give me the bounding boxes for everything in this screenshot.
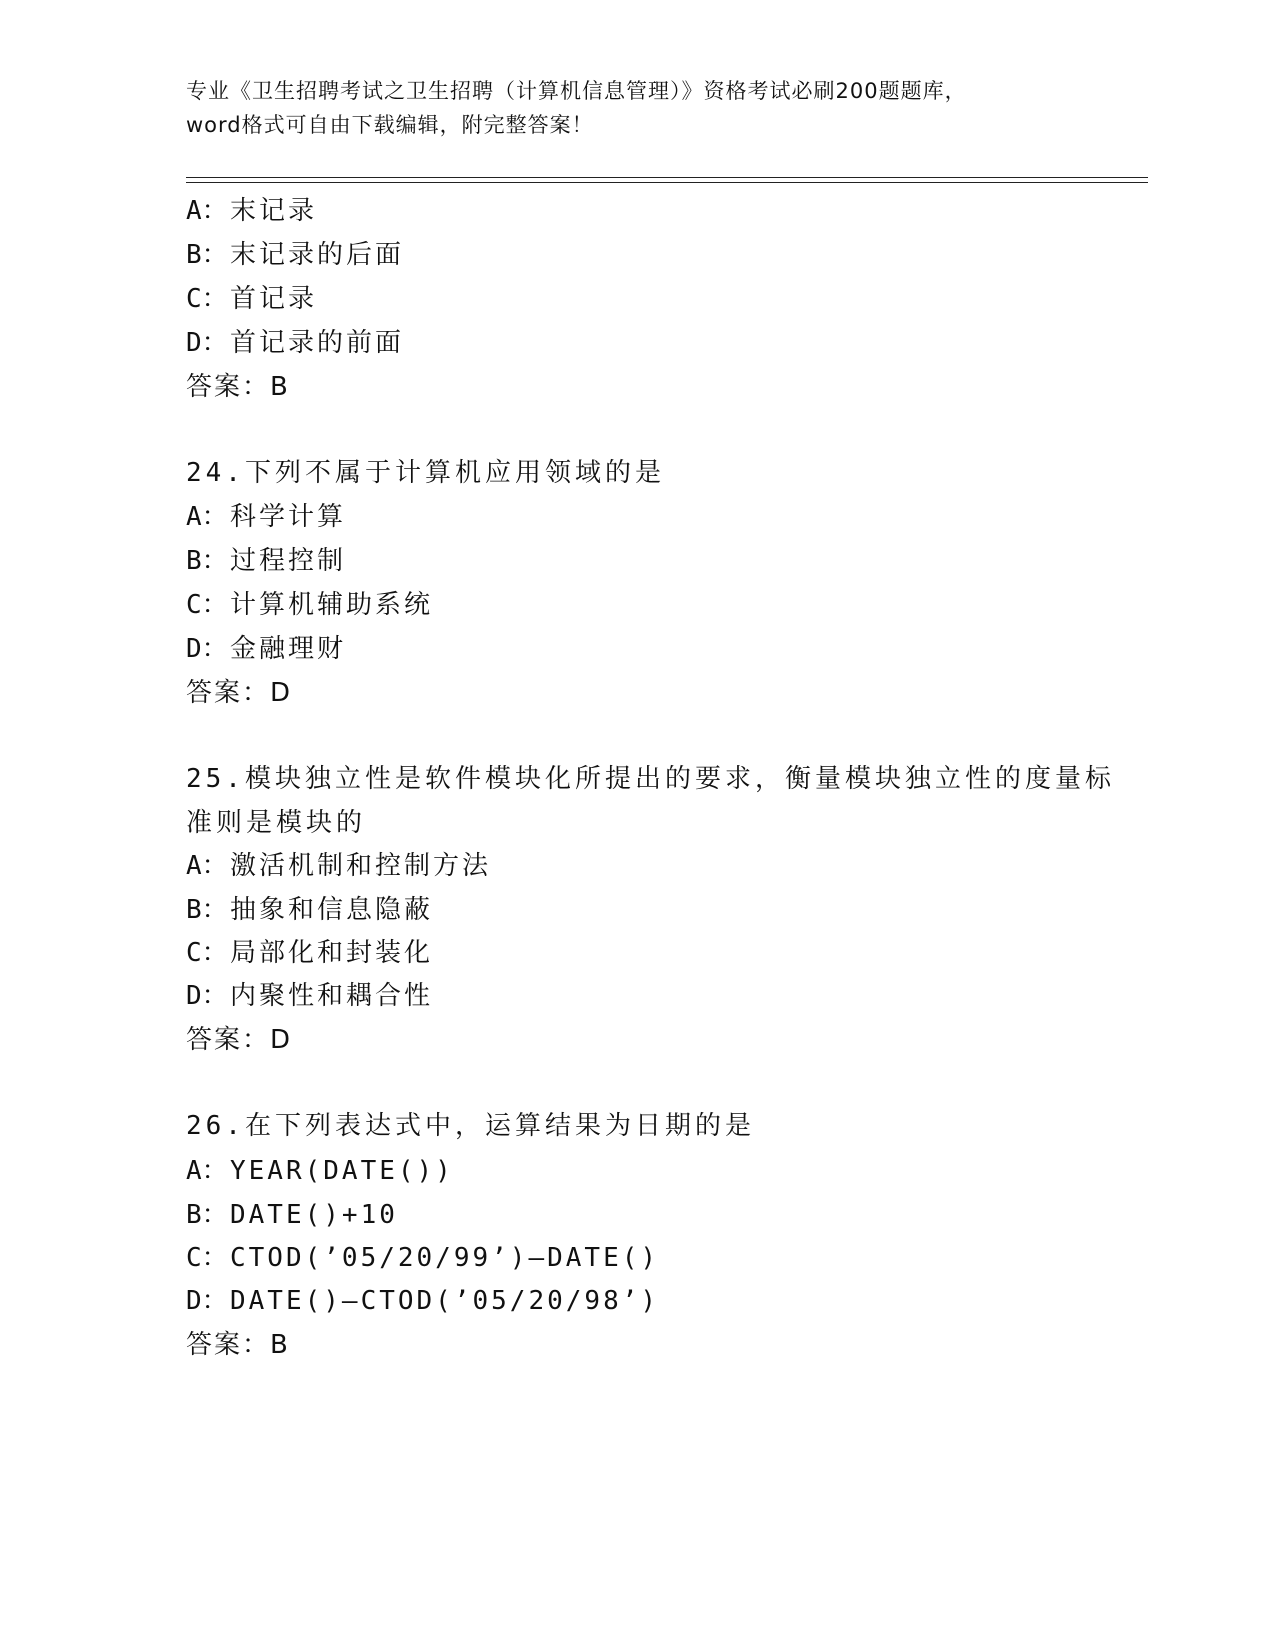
option-key: C：: [186, 1243, 228, 1273]
option-key: D：: [186, 328, 228, 358]
option-text: 末记录: [230, 196, 318, 226]
header-title-line-2: word格式可自由下载编辑，附完整答案！: [186, 113, 594, 137]
option-text: 末记录的后面: [230, 240, 405, 270]
option-row: [186, 1194, 398, 1231]
option-row: [186, 975, 433, 1012]
header-title-line-1: 专业《卫生招聘考试之卫生招聘（计算机信息管理）》资格考试必刷200题题库，: [186, 79, 967, 103]
document-header: [186, 74, 1086, 142]
option-key: C：: [186, 938, 228, 968]
option-text: DATE()+10: [230, 1200, 398, 1230]
option-key: A：: [186, 502, 228, 532]
option-text: 抽象和信息隐蔽: [230, 895, 434, 925]
header-divider-top: [186, 177, 1148, 178]
option-key: B：: [186, 240, 228, 270]
option-row: [186, 845, 491, 882]
answer-line: 答案：D: [186, 678, 293, 708]
option-row: [186, 1280, 659, 1317]
answer-line: 答案：D: [186, 1025, 293, 1055]
question-text-line-1: 25.模块独立性是软件模块化所提出的要求，衡量模块独立性的度量标: [186, 764, 1115, 794]
option-key: D：: [186, 1286, 228, 1316]
option-key: D：: [186, 981, 228, 1011]
option-row: [186, 234, 404, 271]
option-text: 首记录: [230, 284, 318, 314]
option-text: 计算机辅助系统: [230, 590, 434, 620]
question-text-line-2: 准则是模块的: [186, 808, 367, 838]
option-key: B：: [186, 546, 228, 576]
option-key: B：: [186, 1200, 228, 1230]
option-row: [186, 889, 433, 926]
option-row: [186, 1237, 659, 1274]
option-key: B：: [186, 895, 228, 925]
option-row: [186, 190, 317, 227]
option-text: 激活机制和控制方法: [230, 851, 492, 881]
question-text: 26.在下列表达式中，运算结果为日期的是: [186, 1111, 755, 1141]
option-text: YEAR(DATE()): [230, 1156, 454, 1186]
option-row: [186, 540, 346, 577]
option-text: DATE()—CTOD(’05/20/98’): [230, 1286, 660, 1316]
option-row: [186, 628, 346, 665]
option-text: 首记录的前面: [230, 328, 405, 358]
option-text: 局部化和封装化: [230, 938, 434, 968]
option-row: [186, 584, 433, 621]
option-text: 过程控制: [230, 546, 347, 576]
option-key: A：: [186, 851, 228, 881]
option-key: C：: [186, 590, 228, 620]
option-key: A：: [186, 196, 228, 226]
answer-line: 答案：B: [186, 1330, 290, 1360]
answer-line: 答案：B: [186, 372, 290, 402]
option-key: D：: [186, 634, 228, 664]
option-key: A：: [186, 1156, 228, 1186]
option-row: [186, 322, 404, 359]
option-text: 内聚性和耦合性: [230, 981, 434, 1011]
question-text: 24.下列不属于计算机应用领域的是: [186, 458, 665, 488]
option-text: 科学计算: [230, 502, 347, 532]
header-divider-bottom: [186, 182, 1148, 183]
option-key: C：: [186, 284, 228, 314]
option-row: [186, 1150, 454, 1187]
option-text: CTOD(’05/20/99’)—DATE(): [230, 1243, 660, 1273]
option-text: 金融理财: [230, 634, 347, 664]
option-row: [186, 496, 346, 533]
option-row: [186, 932, 433, 969]
option-row: [186, 278, 317, 315]
